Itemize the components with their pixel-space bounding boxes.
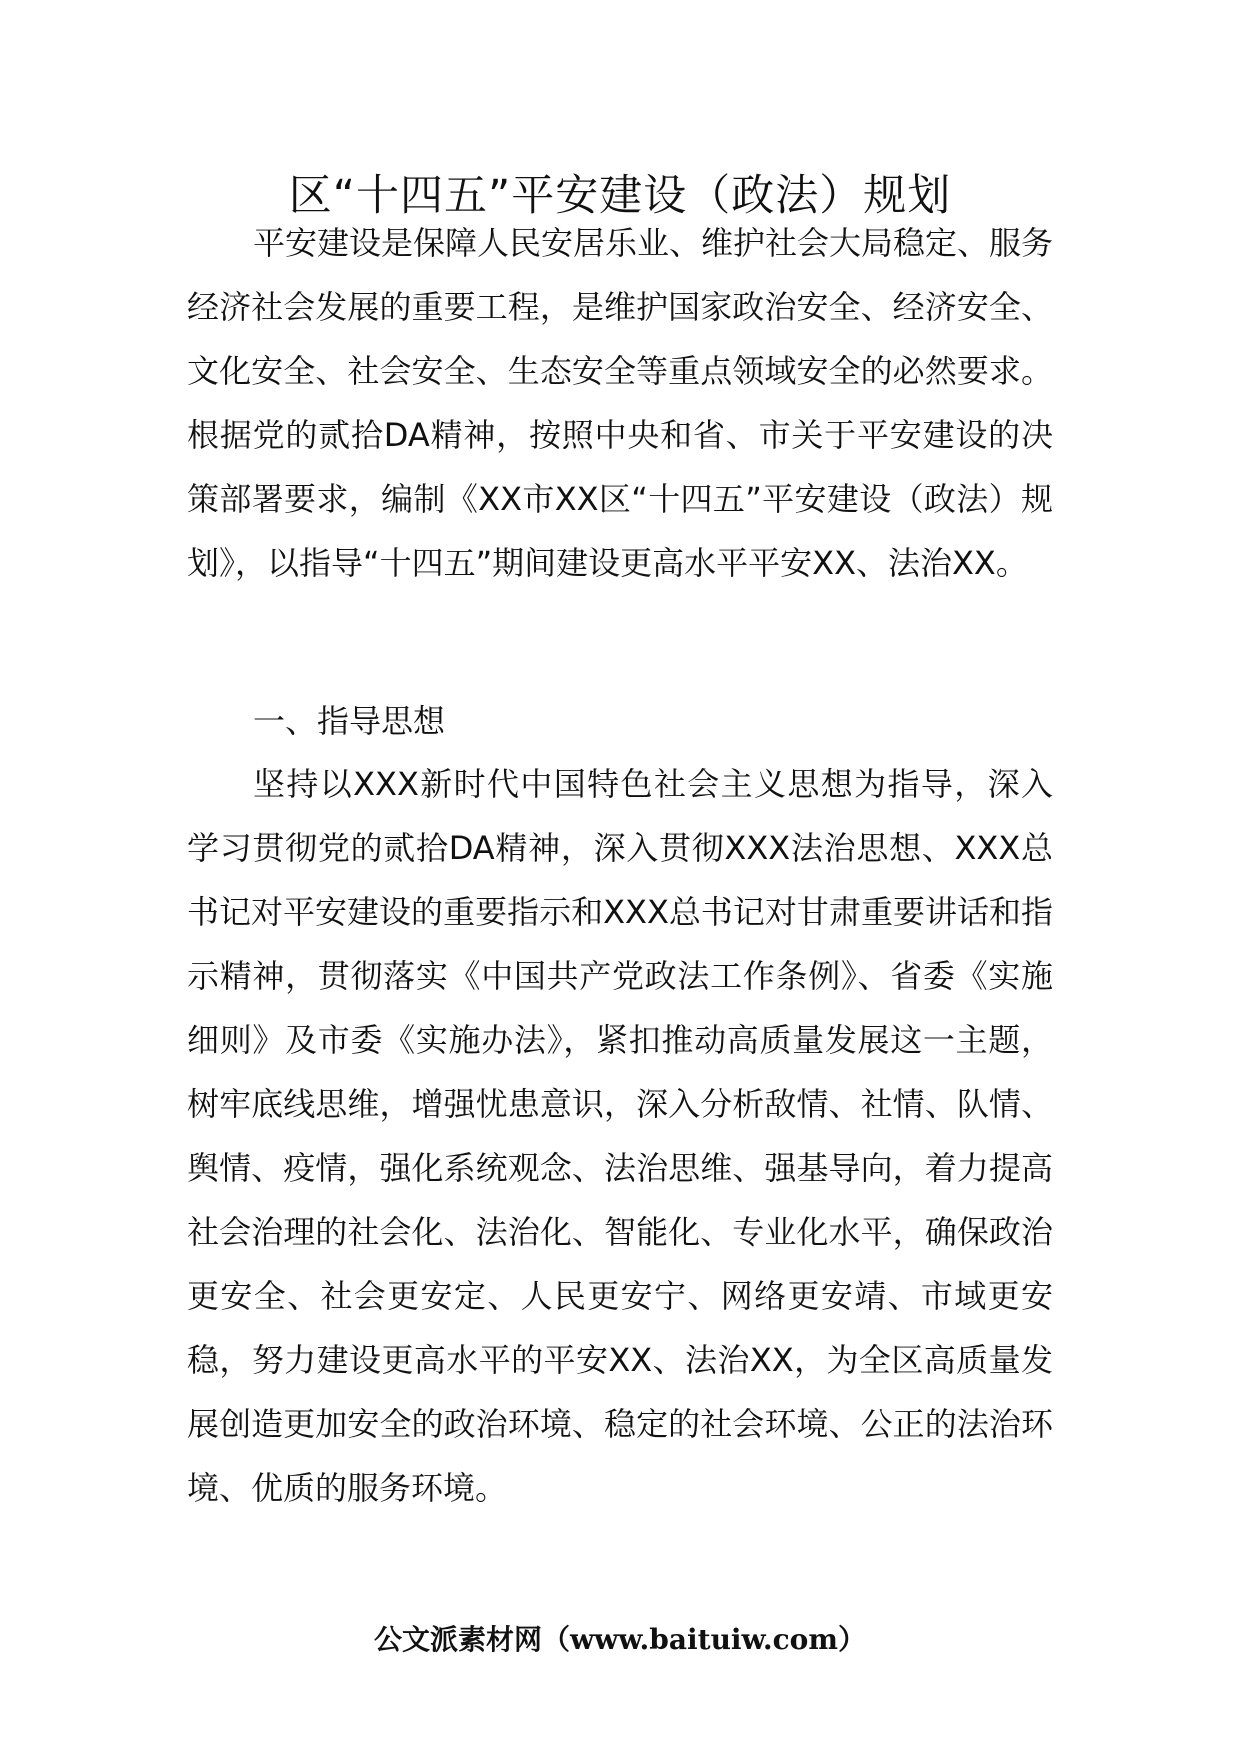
section-heading-guiding-ideology: 一、指导思想 [253,702,446,740]
intro-paragraph: 平安建设是保障人民安居乐业、维护社会大局稳定、服务经济社会发展的重要工程，是维护国家政治安全、经济安全、文化安全、社会安全、生态安全等重点领域安全的必然要求。根据党的贰拾DA精神，按照中央和省、市关于平安建设的决策部署要求，编制《XX市XX区“十四五”平安建设（政法）规划》，以指导“十四五”期间建设更高水平平安XX、法治XX。 [187,224,1054,582]
document-title: 区“十四五”平安建设（政法）规划 [288,171,952,221]
guiding-ideology-paragraph: 坚持以XXX新时代中国特色社会主义思想为指导，深入学习贯彻党的贰拾DA精神，深入贯彻XXX法治思想、XXX总书记对平安建设的重要指示和XXX总书记对甘肃重要讲话和指示精神，贯彻落实《中国共产党政法工作条例》、省委《实施细则》及市委《实施办法》，紧扣推动高质量发展这一主题，树牢底线思维，增强忧患意识，深入分析敌情、社情、队情、舆情、疫情，强化系统观念、法治思维、强基导向，着力提高社会治理的社会化、法治化、智能化、专业化水平，确保政治更安全、社会更安定、人民更安宁、网络更安靖、市域更安稳，努力建设更高水平的平安XX、法治XX，为全区高质量发展创造更加安全的政治环境、稳定的社会环境、公正的法治环境、优质的服务环境。 [187,765,1053,1507]
watermark-footer: 公文派素材网（www.baituiw.com） [374,1623,866,1656]
